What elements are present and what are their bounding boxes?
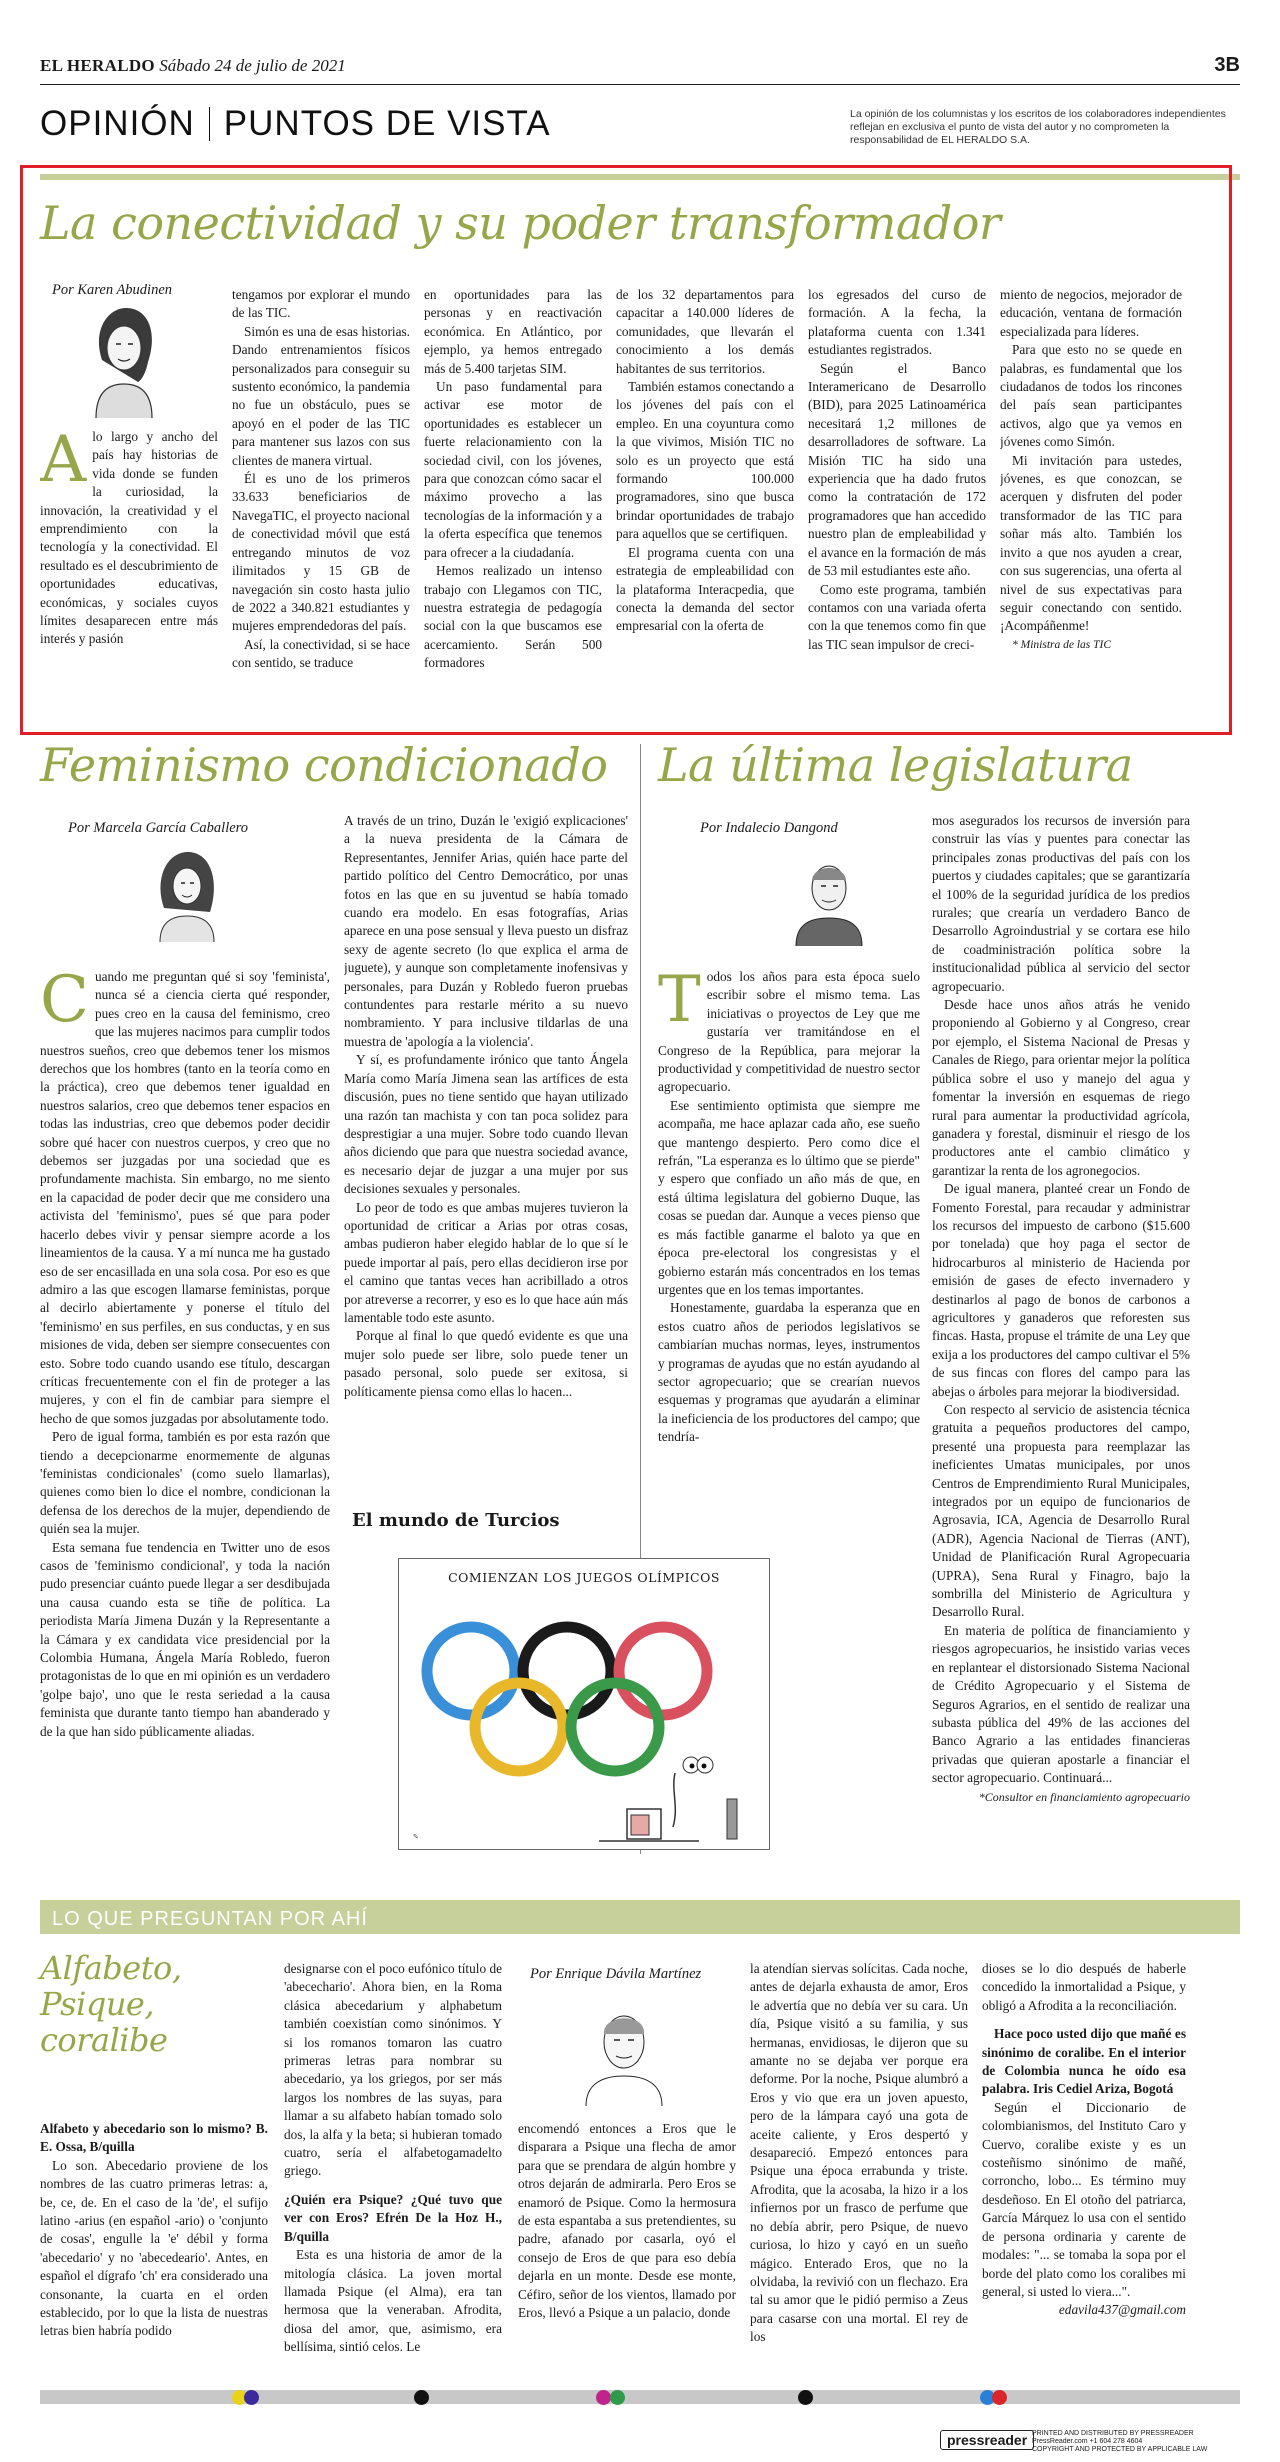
paragraph: En materia de política de financiamiento y riesgos agropecuarios, he insistido varias veces en replantear el distorsionado Sistema Nacional de Crédito Agropecuario y el Sistema de Seguros Agrarios, en el sentido de realizar una subasta pública del 49% de las acciones del Banco Agrario a las entidades financieras privadas que quieran apostarle a financiar el sector agropecuario. Continuará... <box>932 1622 1190 1786</box>
paragraph: Esta semana fue tendencia en Twitter uno de esos casos de 'feminismo condicional', y toda la nación pudo presenciar cuánto puede llegar a ser desdibujada una causa cuando esta se tiñe de política. La periodista María Jimena Duzán y la Representante a la Cámara y ex candidata vice presidencial por la Colombia Humana, Ángela María Robledo, fueron protagonistas de lo que en mi opinión es un verdadero 'golpe bajo', uno que le resta seriedad a la causa feminista que durante tanto tiempo han abanderado y de la que han sido públicamente aliadas. <box>40 1539 330 1739</box>
paragraph: A través de un trino, Duzán le 'exigió explicaciones' a la nueva presidenta de la Cámara de Representantes, Jennifer Arias, quién hace parte del partido político del Centro Democrático, por unas fotos en las que en su juventud se había tomado cuando era modelo. En esas fotografías, Arias aparece en una pose sensual y lleva puesto un disfraz sexy de agente secreto (lo que explica el arma de juguete), y aunque son completamente inofensivas y personales, para Duzán y Robledo fueron pruebas contundentes para restarle mérito a su nuevo nombramiento. Y para inclusive tildarlas de una muestra de 'apología a la violencia'. <box>344 813 628 1049</box>
olympic-ring <box>571 1683 659 1771</box>
author-portrait <box>150 846 224 942</box>
headline-legislatura: La última legislatura <box>658 738 1133 792</box>
paragraph-text: uando me preguntan qué si soy 'feminista', nunca sé a ciencia cierta qué responder, pues creo en la causa del feminismo, creo que las mujeres nacimos para cumplir todos nuestros sueños, creo que debemos tener los mismos derechos que los hombres (tanto en la teoría como en la práctica), creo que debemos tener igualdad en nuestros salarios, creo que debemos tener espacios en todas las industrias, creo que debemos poder decidir sobre qué hacer con nuestros cuerpos, y creo que no debemos ser juzgadas por una sociedad que es profundamente machista. Sin embargo, no me siento en la capacidad de poder decir que me considero una activista del 'feminismo', pues sé que para poder hacerlo debes vivir y pensar siempre acorde a los lineamientos de la causa. Y a mí nunca me ha gustado eso de ser encasillada en una sola cosa. Por eso es que admiro a las que escogen llamarse feministas, porque al decirlo abiertamente y ponerse el título del 'feminismo' en sus perfiles, en sus conductas, y en sus misiones de vida, deben ser siempre consecuentes con esto. Sobre todo cuando usando ese título, descargan críticas frecuentemente con el fin de proteger a las mujeres, y con el fin de cambiar para siempre el hecho de que somos juzgadas por absolutamente todo. <box>40 969 330 1426</box>
paragraph: Honestamente, guardaba la esperanza que en estos cuatro años de periodos legislativos se cambiarían muchas normas, leyes, instrumentos y programas de ayudas que no están ayudando al sector agropecuario; que se crearían nuevos esquemas y programas que ayudarán a eliminar la ineficiencia de los productores del campo; que tendría- <box>658 1300 920 1445</box>
paragraph: Él es uno de los primeros 33.633 beneficiarios de NavegaTIC, el proyecto nacional de conectividad móvil que está entregando minutos de voz ilimitados y 15 GB de navegación sin costo hasta julio de 2022 a 340.821 estudiantes y mujeres emprendedoras del país. <box>232 471 410 634</box>
registration-dot <box>992 2390 1007 2405</box>
registration-dot <box>244 2390 259 2405</box>
disclaimer: La opinión de los columnistas y los escritos de los colaboradores independientes reflejan en exclusiva el punto de vista del autor y no comprometen la responsabilidad de EL HERALDO S.A. <box>850 108 1226 146</box>
article-column <box>344 812 628 1476</box>
paragraph <box>40 968 330 1428</box>
paragraph: Ese sentimiento optimista que siempre me acompaña, me hace aplazar cada año, ese sueño que mantengo despierto. Pero como dice el refrán, "La esperanza es lo último que se pierde" y espero que confiado un año más de que, en está última legislatura del gobierno Duque, las cosas se puedan dar. Aunque a veces pienso que es más factible ganarme el baloto ya que en época pre-electoral los congresistas y el gobierno estarán más concentrados en los temas urgentes que en los temas importantes. <box>658 1097 920 1297</box>
byline-dangond: Por Indalecio Dangond <box>700 820 838 836</box>
paragraph: Y sí, es profundamente irónico que tanto Ángela María como María Jimena sean las artífices de esta discusión, pues no tiene sentido que hayan utilizado una razón tan machista y con tan poca solidez para desprestigiar a una mujer. Sobre todo cuando llevan años diciendo que para que nuestra sociedad avance, es necesario dejar de juzgar a una mujer por sus decisiones sexuales y personales. <box>344 1052 628 1197</box>
author-portrait <box>790 846 868 946</box>
drop-cap: C <box>40 968 89 1037</box>
pressreader-line: PressReader.com +1 604 278 4604 <box>1032 2438 1143 2445</box>
registration-dot <box>414 2390 429 2405</box>
paragraph: Para que esto no se quede en palabras, es fundamental que los ciudadanos de todos los rincones del país sean participantes activos, algo que ya vemos en jóvenes como Simón. <box>1000 342 1182 450</box>
highlight-box <box>20 165 1232 735</box>
paragraph: El programa cuenta con una estrategia de empleabilidad con la plataforma Interacpedia, que conecta la demanda del sector empresarial con la oferta de <box>616 544 794 634</box>
registration-dot <box>610 2390 625 2405</box>
paragraph: de los 32 departamentos para capacitar a 140.000 líderes de comunidades, que llevarán el conocimiento a los demás habitantes de sus territorios. <box>616 287 794 376</box>
article-column <box>518 2120 736 2382</box>
paragraph: Así, la conectividad, si se hace con sentido, se traduce <box>232 636 410 671</box>
reader-question: Alfabeto y abecedario son lo mismo? B. E. Ossa, B/quilla <box>40 2121 268 2155</box>
paragraph: designarse con el poco eufónico título de 'abecechario'. Ahora bien, en la Roma clásica abecedarium y alphabetum también coexistían como sinónimos. Y si los romanos tomaron las cuatro primeras letras para nombrar su abecedario, ya los griegos, por ser más largos los nombres de las suyas, para llamar a su alfabeto habían tomado solo dos, la alfa y la beta; si hubieran tomado cuatro, sería el alfabetogamadelto griego. <box>284 1961 502 2179</box>
paragraph: De igual manera, planteé crear un Fondo de Fomento Forestal, para recaudar y administrar los recursos del impuesto de carbono ($15.600 por tonelada) que hoy paga el sector de hidrocarburos al ministerio de Hacienda por emisión de gases de efecto invernadero y destinarlos al pago de bonos de carbonos a agricultores y ganaderos que reforesten sus fincas. Hasta, propuse el trámite de una Ley que exija a los productores del campo cultivar el 5% de sus fincas con flores del campo para las abejas o árboles para mejorar la biodiversidad. <box>932 1181 1190 1399</box>
author-signature: * Ministra de las TIC <box>1012 638 1112 651</box>
drop-cap: T <box>658 968 701 1037</box>
paragraph: los egresados del curso de formación. A la fecha, la plataforma cuenta con 1.341 estudiantes registrados. <box>808 287 986 358</box>
section-divider <box>209 107 210 141</box>
paragraph: Desde hace unos años atrás he venido proponiendo al Gobierno y al Congreso, crear por ejemplo, el Sistema Nacional de Presas y Canales de Riego, para orientar mejor la política pública sobre el uso y manejo del agua y fomentar la inversión en esquemas de riego rural para aumentar la productividad agrícola, ganadera y forestal, disminuir el riesgo de los productores ante el cambio climático y garantizar la renta de los agronegocios. <box>932 997 1190 1178</box>
pressreader-notice <box>1032 2430 1242 2454</box>
pressreader-line: COPYRIGHT AND PROTECTED BY APPLICABLE LAW <box>1032 2446 1208 2453</box>
paragraph: Un paso fundamental para activar ese motor de oportunidades es establecer un fuerte relacionamiento con la sociedad civil, con los jóvenes, para que conozcan cómo sacar el máximo provecho a las tecnologías de la información y a la oferta específica que tenemos para ofrecer a la ciudadanía. <box>424 379 602 560</box>
paragraph: Lo son. Abecedario proviene de los nombres de las cuatro primeras letras: a, be, ce, de. En el caso de la 'de', el sufijo latino -arius (en español -ario) o 'conjunto de cosas', engulle la 'e' débil y forma 'abecedario' y no 'abecedeario'. Antes, en español el dígrafo 'ch' era considerado una consonante, la cuarta en el orden establecido, por lo que la lista de nuestras letras bien habría podido <box>40 2157 268 2339</box>
byline-garcia: Por Marcela García Caballero <box>68 820 249 836</box>
paragraph: Porque al final lo que quedó evidente es que una mujer solo puede ser libre, solo puede tener un pasado personal, solo puede ser exitosa, si políticamente piensa como ellas lo hacen... <box>344 1328 628 1399</box>
paragraph: Hemos realizado un intenso trabajo con Llegamos con TIC, nuestra estrategia de pedagogía social con la que buscamos ese acercamiento. Serán 500 formadores <box>424 563 602 671</box>
portrait-sketch-icon <box>790 846 868 946</box>
drop-cap: A <box>40 428 87 497</box>
color-registration-bar <box>40 2390 1240 2404</box>
article-lead: lo largo y ancho del país hay historias de vida donde se funden la curiosidad, la innovación, la creatividad y el emprendimiento con la tecnología y la conectividad. El resultado es el descubrimiento de oportunidades educativas, económicas, y sociales cuyos límites desaparecen entre más interés y pasión <box>40 429 218 647</box>
page-number: 3B <box>1214 54 1240 76</box>
paragraph: encomendó entonces a Eros que le disparara a Psique una flecha de amor para que se prendara de algún hombre y otros dejarán de admirarla. Pero Eros se enamoró de Psique. Como la hermosura de esta espantaba a sus pretendientes, su padre, afanado por casarla, oyó el consejo de Eros de que para eso debía dejarla en un monte. Desde ese monte, Céfiro, señor de los vientos, llamado por Eros, llevó a Psique a un palacio, donde <box>518 2121 736 2321</box>
section-right: PUNTOS DE VISTA <box>223 104 551 143</box>
header-rule <box>40 84 1240 85</box>
issue-date: Sábado 24 de julio de 2021 <box>159 56 346 75</box>
article-column <box>40 968 330 1848</box>
pressreader-footer <box>940 2428 1240 2454</box>
cartoon-caption: COMIENZAN LOS JUEGOS OLÍMPICOS <box>448 1570 720 1585</box>
article-column <box>982 1960 1186 2382</box>
paragraph: Lo peor de todo es que ambas mujeres tuvieron la oportunidad de criticar a Arias por otras cosas, ambas pudieron haber elegido hablar de lo que sí le puede importar al país, pero ellas decidieron irse por el camino que tantas veces han acribillado a otros por atreverse a recorrer, y eso es lo que hace aún más lamentable todo este asunto. <box>344 1199 628 1325</box>
article-column <box>658 968 920 1848</box>
olympic-ring <box>427 1627 515 1715</box>
paragraph: Mi invitación para ustedes, jóvenes, es que conozcan, se acerquen y disfruten del poder transformador de las TIC para soñar más alto. También los invito a que nos ayuden a crear, con sus sugerencias, una oferta al nivel de sus expectativas para seguir conectando con sentido. ¡Acompáñenme! <box>1000 452 1182 634</box>
paragraph <box>658 968 920 1097</box>
section-left: OPINIÓN <box>40 104 195 143</box>
paragraph: miento de negocios, mejorador de educación, ventana de formación especializada para líderes. <box>1000 287 1182 339</box>
paragraph: Simón es una de esas historias. Dando entrenamientos físicos personalizados para conseguir su sustento económico, la pandemia no fue un obstáculo, pues se apoyó en el poder de las TIC para mantener sus lazos con sus clientes de manera virtual. <box>232 323 410 468</box>
article-column <box>40 2120 268 2382</box>
byline-abudinen: Por Karen Abudinen <box>52 282 173 298</box>
author-portrait <box>576 1996 672 2106</box>
reader-question: ¿Quién era Psique? ¿Qué tuvo que ver con Eros? Efrén De la Hoz H., B/quilla <box>284 2191 502 2244</box>
masthead <box>40 56 346 76</box>
portrait-sketch-icon <box>150 846 224 942</box>
section-bar-title: LO QUE PREGUNTAN POR AHÍ <box>52 1908 368 1930</box>
author-signature: *Consultor en financiamiento agropecuario <box>978 1789 1190 1804</box>
portrait-sketch-icon <box>576 1996 672 2106</box>
paragraph: También estamos conectando a los jóvenes del país con el empleo. En una coyuntura como la que vivimos, Misión TIC no solo es un proyecto que está formando 100.000 programadores, sino que busca brindar oportunidades de trabajo para aquellos que se certifiquen. <box>616 379 794 542</box>
paragraph: Pero de igual forma, también es por esta razón que tiendo a decepcionarme enormemente de algunas 'feministas condicionales' (como suelo llamarlas), quienes como bien lo dice el nombre, condicionan la defensa de los derechos de la mujer, dependiendo de quién sea la mujer. <box>40 1429 330 1537</box>
headline-alfabeto: Alfabeto, Psique, coralibe <box>40 1949 182 2059</box>
paragraph: dioses se lo dio después de haberle concedido la inmortalidad a Psique, y obligó a Afrodita a la reconciliación. <box>982 1961 1186 2013</box>
paragraph: Según el Banco Interamericano de Desarrollo (BID), para 2025 Latinoamérica necesitará 1,2 millones de desarrolladores de software. La Misión TIC ha sido una experiencia que ha dado frutos como la contratación de 172 programadores que han accedido nuestro plan de empleabilidad y el avance en la formación de más de 53 mil estudiantes este año. <box>808 360 986 579</box>
svg-text:✎: ✎ <box>413 1833 419 1841</box>
paragraph: en oportunidades para las personas y en reactivación económica. En Atlántico, por ejemplo, ya hemos entregado más de 5.400 tarjetas SIM. <box>424 287 602 376</box>
headline-feminismo: Feminismo condicionado <box>40 738 608 792</box>
cartoon-section-title: El mundo de Turcios <box>352 1510 560 1531</box>
paragraph: Como este programa, también contamos con una variada oferta con la que tenemos como fin que las TIC sean impulsor de creci- <box>808 581 986 652</box>
paragraph: la atendían siervas solícitas. Cada noche, antes de dejarla exhausta de amor, Eros le advertía que no debía ver su cara. Un día, Psique visitó a su familia, y sus hermanas, envidiosas, le dijeron que su amante no se dejaba ver porque era deforme. Por la noche, Psique alumbró a Eros y vio que era un joven apuesto, pero de la lámpara cayó una gota de aceite caliente, y Eros despertó y desapareció. Empezó entonces para Psique una época errabunda y triste. Afrodita, que la acosaba, la hizo ir a los infiernos por un frasco de perfume que no debía abrir, pero Psique, de nuevo curiosa, lo hizo y cayó en un sueño mágico. Enterado Eros, que no la olvidaba, la revivió con un flechazo. Era tal su amor que le pidió permiso a Zeus para casarse con una mortal. El rey de los <box>750 1961 968 2345</box>
paragraph: Con respecto al servicio de asistencia técnica gratuita a pequeños productores del campo, presenté una propuesta para reemplazar las ineficientes Umatas municipales, por unos Centros de Emprendimiento Rural Municipales, integrados por un equipo de funcionarios de Agrosavia, ICA, Agencia de Desarrollo Rural (ADR), Agencia Nacional de Tierras (ANT), Unidad de Planificación Rural Agropecuaria (UPRA), Sena Rural y Finagro, bajo la sombrilla del Ministerio de Agricultura y Desarrollo Rural. <box>932 1402 1190 1620</box>
reader-question: Hace poco usted dijo que mañé es sinónimo de coralibe. En el interior de Colombia nunca he oído esa palabra. Iris Cediel Ariza, Bogotá <box>982 2026 1186 2097</box>
paragraph: tengamos por explorar el mundo de las TIC. <box>232 287 410 321</box>
headline-conectividad: La conectividad y su poder transformador <box>40 196 1001 250</box>
paragraph: Esta es una historia de amor de la mitología clásica. La joven mortal llamada Psique (el Alma), era tan hermosa que la veneraban. Afrodita, diosa del amor, que, asimismo, era bellísima, sintió celos. Le <box>284 2247 502 2355</box>
olympic-ring <box>523 1627 611 1715</box>
byline-davila: Por Enrique Dávila Martínez <box>530 1966 702 1982</box>
paragraph: mos asegurados los recursos de inversión para construir las vías y puentes para conectar las principales zonas productivas del país con los puertos y ciudades capitales; que se garantizaría el 100% de la seguridad jurídica de los predios rurales; que crearía un verdadero Banco de Desarrollo Agroindustrial y se cortara ese hilo de coadministración política sobre la institucionalidad pública al servicio del sector agropecuario. <box>932 813 1190 994</box>
pressreader-logo: pressreader <box>940 2430 1034 2450</box>
article-column <box>284 1960 502 2382</box>
registration-dot <box>596 2390 611 2405</box>
paper-name: EL HERALDO <box>40 56 155 75</box>
article-column <box>932 812 1190 1852</box>
article-column <box>750 1960 968 2382</box>
author-email: edavila437@gmail.com <box>1058 2302 1186 2318</box>
pressreader-line: PRINTED AND DISTRIBUTED BY PRESSREADER <box>1032 2430 1194 2437</box>
olympic-ring <box>475 1683 563 1771</box>
registration-dot <box>798 2390 813 2405</box>
paragraph: Según el Diccionario de colombianismos, del Instituto Caro y Cuervo, coralibe existe y es un costeñismo sinónimo de mañé, corroncho, lobo... Es término muy desdeñoso. En El otoño del patriarca, García Márquez lo usa con el sentido de persona ordinaria y carente de modales: "... se tomaba la sopa por el borde del plato como los coralibes mi general, si usted lo viera...". <box>982 2099 1186 2299</box>
section-title <box>40 104 551 144</box>
paragraph-text: odos los años para esta época suelo escribir sobre el mismo tema. Las iniciativas o proyectos de Ley que me gustaría ver tramitándose en el Congreso de la República, para mejorar la productividad y competitividad de nuestro sector agropecuario. <box>658 969 920 1095</box>
